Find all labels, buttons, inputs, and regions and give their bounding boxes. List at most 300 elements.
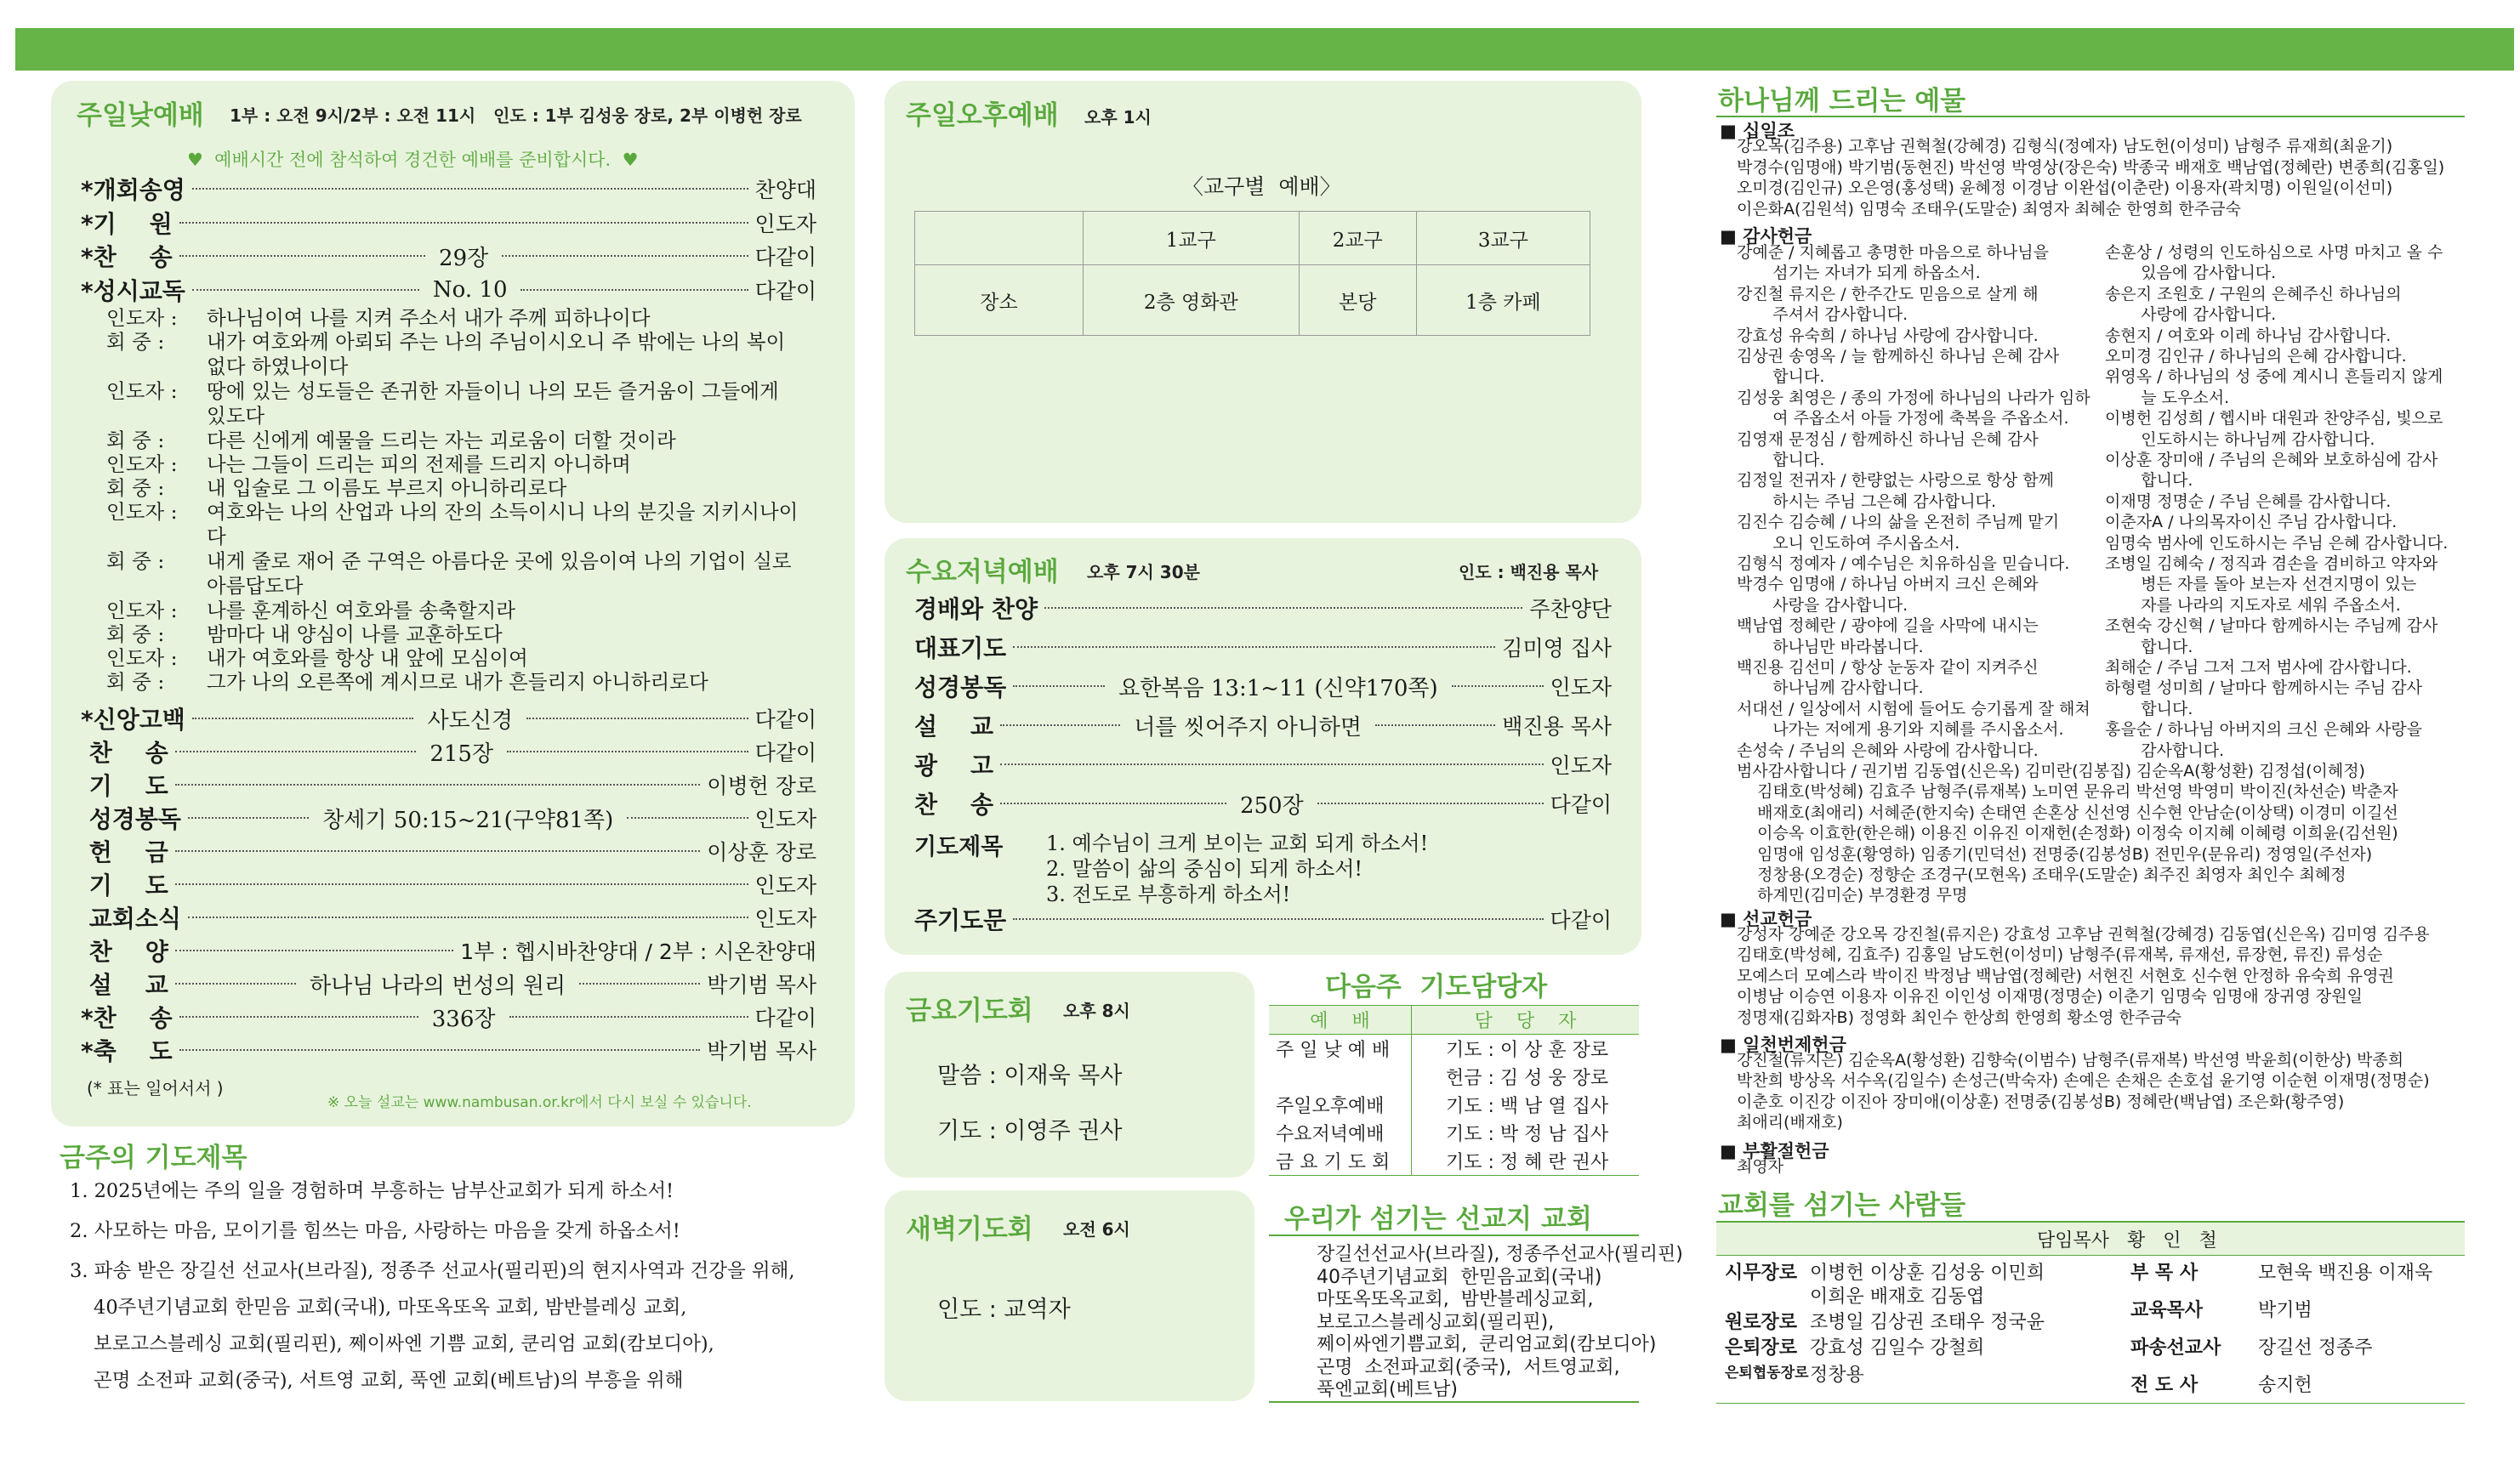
parish-header: 2교구 [1299, 212, 1416, 265]
thanks-line: 하시는 주님 그은혜 감사합니다. [1737, 491, 1997, 511]
duty-service [1269, 1063, 1412, 1091]
reading-text: 하나님이여 나를 지켜 주소서 내가 주께 피하나이다 [207, 306, 651, 330]
order-label: 성경봉독 [914, 673, 1007, 701]
speaker: 인도자 : [106, 500, 178, 524]
order-label: 찬 송 [81, 739, 168, 767]
thanks-line: 감사합니다. [2105, 741, 2225, 760]
thanks-line: 섬기는 자녀가 되게 하옵소서. [1737, 264, 1981, 283]
offerings-rule [1716, 116, 2465, 117]
order-row [81, 173, 816, 205]
leader-dots [192, 289, 419, 291]
general-thanks-line: 범사감사합니다 / 권기범 김동엽(신은옥) 김미란(김봉집) 김순옥A(황성환) 김정섭(이혜정) [1737, 762, 2365, 780]
servant-names: 이희운 배재호 김동엽 [1810, 1286, 1985, 1308]
speaker: 회 중 : [106, 670, 165, 694]
order-responsible: 다같이 [754, 707, 817, 732]
thanks-line: 합니다. [2105, 637, 2193, 656]
order-label: 설 교 [81, 971, 168, 999]
order-responsible: 찬양대 [754, 178, 816, 202]
mission-offering-line: 강성자 강예준 강오목 강진철(류지은) 강효성 고후남 권혁철(강혜경) 김동엽(신은옥) 김미영 김주용 [1737, 925, 2430, 944]
leader-dots [627, 817, 748, 819]
order-content: 336장 [431, 1006, 496, 1032]
leader-dots [175, 784, 700, 786]
duty-person: 기도 : 박 정 남 집사 [1412, 1119, 1640, 1147]
order-content: 사도신경 [427, 707, 513, 734]
order-content: 250장 [1239, 792, 1304, 819]
thanks-line: 하나님만 바라봅니다. [1737, 637, 1924, 656]
thanks-line: 김진수 김승혜 / 나의 삶을 온전히 주님께 맡기 [1737, 513, 2060, 532]
speaker: 회 중 : [106, 622, 165, 646]
duty-service: 수요저녁예배 [1276, 1124, 1385, 1145]
servant-row [2130, 1296, 2312, 1322]
order-label: *축 도 [81, 1037, 173, 1065]
order-responsible: 이상훈 장로 [707, 840, 816, 865]
mission-church-line: 40주년기념교회 한믿음교회(국내) [1317, 1266, 1602, 1288]
order-content: 요한복음 13:1~11 (신약170쪽) [1118, 675, 1438, 701]
easter-offering-line: 최영자 [1737, 1157, 1784, 1176]
leader-dots [507, 751, 748, 752]
thanks-line: 병든 자를 돌아 보는자 선견지명이 있는 [2105, 575, 2417, 594]
order-responsible: 주찬양단 [1529, 597, 1612, 621]
wednesday-prayer-item: 3. 전도로 부흥하게 하소서! [1046, 883, 1291, 906]
servant-role: 전 도 사 [2130, 1375, 2199, 1396]
prayer-topic-item: 곤명 소전파 교회(중국), 서트영 교회, 푹엔 교회(베트남)의 부흥을 위해 [94, 1370, 684, 1392]
prayer-topic-item: 1. 2025년에는 주의 일을 경험하며 부흥하는 남부산교회가 되게 하소서! [70, 1180, 674, 1202]
responsive-line [106, 599, 802, 623]
servant-names: 조병일 김상권 조태우 정국윤 [1810, 1312, 2045, 1333]
offerings-title: 하나님께 드리는 예물 [1718, 86, 1966, 116]
tithe-line: 이은화A(김원석) 임명숙 조태우(도말순) 최영자 최혜순 한영희 한주금숙 [1737, 199, 2241, 219]
leader-dots [179, 222, 748, 224]
missions-rule [1269, 1234, 1639, 1236]
mission-church-line: 쩨이싸엔기쁨교회, 쿤리엄교회(캄보디아) [1317, 1334, 1657, 1355]
thanks-line: 하형렬 성미희 / 날마다 함께하시는 주님 감사 [2105, 678, 2423, 698]
parish-cell: 본당 [1299, 265, 1416, 336]
leader-dots [175, 950, 453, 951]
tithe-line: 오미경(김인규) 오은영(홍성택) 윤혜정 이경남 이완섭(이춘란) 이용자(곽치명) 이원일(이선미) [1737, 179, 2393, 197]
tithe-line: 박경수(임명애) 박기범(동현진) 박선영 박영상(장은숙) 박종국 배재호 백남엽(정혜란) 변종희(김홍일) [1737, 157, 2445, 177]
speaker: 회 중 : [106, 429, 165, 452]
thanks-line: 백진용 김선미 / 항상 눈동자 같이 지켜주신 [1737, 658, 2039, 677]
servant-role: 은퇴장로 [1725, 1337, 1798, 1359]
order-label: 대표기도 [914, 634, 1007, 662]
thanks-line: 박경수 임명애 / 하나님 아버지 크신 은혜와 [1737, 575, 2039, 594]
leader-dots [1452, 685, 1544, 687]
thanks-line: 조병일 김혜숙 / 정직과 겸손을 겸비하고 약자와 [2105, 554, 2438, 573]
responsive-line [106, 452, 802, 477]
offering-category-label: 선교헌금 [1743, 909, 1812, 929]
order-label: 헌 금 [81, 838, 168, 866]
duty-service: 주 일 낮 예 배 [1276, 1040, 1391, 1061]
leader-dots [1013, 918, 1543, 920]
leader-dots [1013, 685, 1105, 687]
servant-role [1725, 1282, 1810, 1308]
order-responsible: 다같이 [754, 245, 817, 270]
order-row [81, 802, 816, 834]
reading-text: 땅에 있는 성도들은 존귀한 자들이니 나의 모든 즐거움이 그들에게 있도다 [207, 379, 779, 428]
order-label: 광 고 [914, 752, 994, 780]
responsive-line [106, 476, 802, 501]
parish-cell: 1층 카페 [1416, 265, 1590, 336]
thanks-line: 송은지 조원호 / 구원의 은혜주신 하나님의 [2105, 284, 2402, 304]
thanks-line: 합니다. [1737, 367, 1825, 387]
order-content: No. 10 [432, 276, 508, 303]
thanks-line: 강예준 / 지혜롭고 총명한 마음으로 하나님을 [1737, 243, 2049, 262]
onetime-offering-line: 강진철(류지은) 김순옥A(황성환) 김향숙(이범수) 남형주(류재복) 박선영 박윤희(이한상) 박종희 [1737, 1051, 2404, 1070]
reading-text: 밤마다 내 양심이 나를 교훈하도다 [207, 622, 503, 646]
servant-role: 원로장로 [1725, 1312, 1798, 1333]
parish-cell: 장소 [915, 265, 1084, 336]
order-row [81, 1001, 816, 1033]
prayer-topic-item: 40주년기념교회 한믿음 교회(국내), 마또옥또옥 교회, 밤반블레싱 교회, [94, 1297, 687, 1319]
friday-sermon: 말씀 : 이재욱 목사 [937, 1063, 1123, 1089]
order-label: 찬 양 [81, 938, 168, 966]
reading-text: 내게 줄로 재어 준 구역은 아름다운 곳에 있음이여 나의 기업이 실로 아름답도다 [207, 549, 792, 598]
leader-dots [188, 817, 309, 819]
thanks-line: 김형식 정예자 / 예수님은 치유하심을 믿습니다. [1737, 554, 2070, 573]
speaker: 회 중 : [106, 549, 165, 573]
leader-dots [188, 917, 748, 918]
mission-offering-line: 김태호(박성혜, 김효주) 김홍일 남도헌(이성미) 남형주(류재복, 류재선, 류장현, 류진) 류성순 [1737, 945, 2383, 965]
order-row [914, 787, 1612, 820]
leader-dots [1000, 803, 1226, 804]
order-label: *신앙고백 [81, 706, 185, 734]
thanks-line: 김상권 송영옥 / 늘 함께하신 하나님 은혜 감사 [1737, 347, 2060, 366]
lords-prayer-right: 다같이 [1550, 908, 1612, 933]
thanks-line: 강진철 류지은 / 한주간도 믿음으로 살게 해 [1737, 284, 2039, 304]
responsive-line [106, 670, 802, 695]
top-banner [15, 28, 2514, 71]
order-responsible: 인도자 [1550, 753, 1612, 778]
bullet-icon: ■ [1720, 909, 1744, 929]
speaker: 인도자 : [106, 599, 178, 622]
prayer-topic-item: 보로고스블레싱 교회(필리핀), 쩨이싸엔 기쁨 교회, 쿤리엄 교회(캄보디아), [94, 1333, 714, 1355]
servant-names: 강효성 김일수 강철희 [1810, 1337, 1985, 1359]
duty-service: 주일오후예배 [1276, 1096, 1385, 1117]
servant-names: 정창용 [1810, 1365, 1864, 1386]
order-label: *찬 송 [81, 1004, 173, 1032]
servant-names: 모현욱 백진용 이재욱 [2258, 1263, 2433, 1284]
parish-table [914, 211, 1590, 336]
order-label: 경배와 찬양 [914, 595, 1038, 623]
order-row [914, 748, 1612, 780]
wednesday-title: 수요저녁예배 [906, 557, 1059, 587]
thanks-line: 사랑에 감사합니다. [2105, 305, 2277, 325]
dawn-time: 오전 6시 [1063, 1219, 1130, 1240]
order-content: 하나님 나라의 번성의 원리 [310, 973, 566, 999]
thanks-line: 늘 도우소서. [2105, 388, 2230, 407]
sunday-morning-subtitle: 1부 : 오전 9시/2부 : 오전 11시 인도 : 1부 김성웅 장로, 2부 이병헌 장로 [230, 105, 802, 126]
wednesday-prayer-label: 기도제목 [914, 834, 1004, 860]
order-row [81, 868, 816, 900]
order-label: 기 도 [81, 871, 168, 900]
thanks-line: 주셔서 감사합니다. [1737, 305, 1908, 325]
servant-row [1725, 1360, 1864, 1387]
order-row [81, 702, 816, 735]
thanks-line: 이재명 정명순 / 주님 은혜를 감사합니다. [2105, 491, 2392, 511]
servant-row [1725, 1308, 2045, 1334]
speaker: 인도자 : [106, 306, 178, 330]
order-row [81, 735, 816, 768]
responsive-line [106, 379, 802, 429]
servant-names: 송지헌 [2258, 1375, 2312, 1396]
servant-row [1725, 1333, 1984, 1359]
prayer-topic-item: 2. 사모하는 마음, 모이기를 힘쓰는 마음, 사랑하는 마음을 갖게 하옵소서! [70, 1220, 680, 1242]
thanks-line: 합니다. [1737, 451, 1825, 469]
order-responsible: 이병헌 장로 [707, 774, 816, 798]
order-label: 기 도 [81, 772, 168, 800]
duty-header-service: 예 배 [1269, 1006, 1412, 1035]
thanks-line: 김정일 전귀자 / 한량없는 사랑으로 항상 함께 [1737, 471, 2055, 491]
order-responsible: 김미영 집사 [1502, 636, 1612, 661]
thanks-line: 나가는 저에게 용기와 지혜를 주시옵소서. [1737, 720, 2064, 740]
order-responsible: 인도자 [1550, 675, 1613, 700]
worship-notice: ♥ 예배시간 전에 참석하여 경건한 예배를 준비합시다. ♥ [187, 150, 639, 170]
thanks-line: 강효성 유숙희 / 하나님 사랑에 감사합니다. [1737, 326, 2039, 345]
duty-person: 헌금 : 김 성 웅 장로 [1412, 1063, 1640, 1091]
thanks-line: 자를 나라의 지도자로 세워 주옵소서. [2105, 595, 2401, 615]
servant-names: 이병헌 이상훈 김성웅 이민희 [1810, 1263, 2045, 1284]
servant-row [2130, 1258, 2432, 1285]
onetime-offering-line: 최애리(배재호) [1737, 1113, 1843, 1132]
prayer-topic-item: 3. 파송 받은 장길선 선교사(브라질), 정종주 선교사(필리핀)의 현지사역과 건강을 위해, [70, 1260, 795, 1282]
leader-dots [175, 883, 748, 885]
dawn-title: 새벽기도회 [906, 1214, 1033, 1245]
mission-offering-line: 모예스더 모예스라 박이진 박정남 백남엽(정혜란) 서현진 서현호 신수현 안정하 유숙희 유영권 [1737, 966, 2394, 985]
thanks-line: 인도하시는 하나님께 감사합니다. [2105, 429, 2375, 449]
leader-dots [1000, 763, 1543, 765]
order-responsible: 인도자 [754, 211, 816, 236]
order-label: 교회소식 [81, 905, 181, 933]
leader-dots [175, 983, 296, 985]
mission-church-line: 곤명 소전파교회(중국), 서트영교회, [1317, 1356, 1620, 1378]
leader-dots [175, 850, 700, 852]
order-responsible: 백진용 목사 [1502, 714, 1612, 739]
speaker: 회 중 : [106, 330, 165, 354]
thanks-line: 오미경 김인규 / 하나님의 은혜 감사합니다. [2105, 347, 2407, 366]
leader-dots [1317, 803, 1544, 804]
leader-dots [579, 983, 700, 985]
parish-header [915, 212, 1084, 265]
thanks-line: 최해순 / 주님 그저 그저 범사에 감사합니다. [2105, 658, 2412, 677]
responsive-line [106, 429, 802, 453]
thanks-line: 위영옥 / 하나님의 성 중에 계시니 흔들리지 않게 [2105, 367, 2443, 387]
order-content: 너를 씻어주지 아니하면 [1134, 714, 1362, 741]
senior-pastor: 담임목사 황 인 철 [2037, 1230, 2217, 1251]
leader-dots [192, 188, 748, 190]
mission-offering-line: 정명재(김화자B) 정영화 최인수 한상희 한영희 황소영 한주금숙 [1737, 1007, 2182, 1027]
duty-row [1269, 1147, 1639, 1176]
reading-text: 나를 훈계하신 여호와를 송축할지라 [207, 599, 515, 622]
servant-role: 파송선교사 [2130, 1337, 2221, 1359]
order-label: 설 교 [914, 712, 994, 741]
leader-dots [509, 1016, 748, 1018]
order-label: 성경봉독 [81, 805, 181, 833]
friday-prayer: 기도 : 이영주 권사 [937, 1118, 1123, 1144]
standing-footnote: (* 표는 일어서서 ) [87, 1078, 224, 1098]
general-thanks-line: 이승옥 이효한(한은해) 이용진 이유진 이재헌(손정화) 이정숙 이지혜 이혜령 이희윤(김선원) [1737, 824, 2398, 843]
parish-table-title: 〈교구별 예배〉 [1182, 174, 1341, 199]
leader-dots [175, 751, 416, 752]
speaker: 인도자 : [106, 646, 178, 670]
servant-role: 교육목사 [2130, 1300, 2204, 1321]
general-thanks-line: 김태호(박성혜) 김효주 남형주(류재복) 노미연 문유리 박선영 박영미 박이진(차선순) 박춘자 [1737, 782, 2398, 802]
servant-role: 부 목 사 [2130, 1263, 2199, 1284]
leader-dots [526, 718, 748, 719]
duty-row [1269, 1119, 1639, 1147]
order-responsible: 인도자 [754, 906, 816, 931]
servant-row [1725, 1282, 1984, 1308]
web-note: ※ 오늘 설교는 www.nambusan.or.kr에서 다시 보실 수 있습니다. [327, 1094, 752, 1111]
reading-text: 나는 그들이 드리는 피의 전제를 드리지 아니하며 [207, 452, 631, 476]
offering-category-label: 감사헌금 [1743, 226, 1812, 247]
servants-title: 교회를 섬기는 사람들 [1718, 1190, 1966, 1221]
dawn-leader: 인도 : 교역자 [937, 1297, 1071, 1323]
mission-church-line: 마또옥또옥교회, 밤반블레싱교회, [1317, 1289, 1594, 1310]
mission-church-line: 푹엔교회(베트남) [1317, 1379, 1458, 1400]
wednesday-time: 오후 7시 30분 [1087, 562, 1200, 582]
bullet-icon: ■ [1720, 121, 1744, 141]
order-content: 29장 [439, 245, 489, 271]
thanks-line: 김영재 문정심 / 함께하신 하나님 은혜 감사 [1737, 429, 2039, 449]
duty-person: 기도 : 정 혜 란 권사 [1412, 1147, 1640, 1176]
order-row [81, 835, 816, 867]
servant-names: 박기범 [2258, 1300, 2312, 1321]
tithe-line: 강오목(김주용) 고후남 권혁철(강혜경) 김형식(정예자) 남도헌(이성미) 남형주 류재희(최윤기) [1737, 137, 2393, 156]
leader-dots [502, 255, 748, 257]
speaker: 인도자 : [106, 379, 178, 403]
thanks-line: 홍을순 / 하나님 아버지의 크신 은혜와 사랑을 [2105, 720, 2423, 740]
responsive-line [106, 622, 802, 647]
wednesday-prayer-item: 2. 말씀이 삶의 중심이 되게 하소서! [1046, 857, 1363, 881]
order-label: *기 원 [81, 209, 173, 238]
wednesday-leader: 인도 : 백진용 목사 [1459, 562, 1599, 582]
bullet-icon: ■ [1720, 1035, 1744, 1055]
duty-row [1269, 1035, 1639, 1064]
leader-dots [1000, 724, 1120, 726]
duty-header-person: 담 당 자 [1412, 1006, 1640, 1035]
general-thanks-line: 임명애 임성훈(황영하) 임종기(민덕선) 전명중(김봉성B) 전민우(문유리) 정영일(주선자) [1737, 844, 2373, 864]
afternoon-title: 주일오후예배 [906, 100, 1059, 131]
order-responsible: 다같이 [754, 1006, 816, 1030]
offering-category-label: 십일조 [1743, 121, 1795, 141]
missions-rule-bottom [1269, 1401, 1639, 1403]
order-row [81, 274, 816, 306]
responsive-line [106, 646, 802, 671]
friday-time: 오후 8시 [1063, 1001, 1130, 1021]
order-label: *찬 송 [81, 243, 173, 271]
duty-row [1269, 1091, 1639, 1119]
order-label: 찬 송 [914, 791, 994, 819]
general-thanks-line: 배재호(최애리) 서혜준(한지숙) 손태연 손혼상 신선영 신수현 안남순(이상택) 이경미 이길선 [1737, 803, 2398, 822]
thanks-line: 합니다. [2105, 471, 2193, 491]
order-content: 창세기 50:15~21(구약81쪽) [322, 807, 614, 833]
thanks-line: 이춘자A / 나의목자이신 주님 감사합니다. [2105, 513, 2398, 532]
order-responsible: 인도자 [754, 873, 816, 898]
thanks-line: 조현숙 강신혁 / 날마다 함께하시는 주님께 감사 [2105, 616, 2438, 636]
mission-church-line: 장길선선교사(브라질), 정종주선교사(필리핀) [1317, 1244, 1683, 1265]
parish-header: 1교구 [1084, 212, 1300, 265]
order-responsible: 인도자 [754, 807, 817, 831]
duty-person: 기도 : 백 남 열 집사 [1412, 1091, 1640, 1119]
order-row [914, 631, 1612, 663]
thanks-line: 백남엽 정혜란 / 광야에 길을 사막에 내시는 [1737, 616, 2039, 636]
servant-role: 은퇴협동장로 [1725, 1365, 1809, 1382]
servant-row [2130, 1333, 2373, 1359]
duty-table [1269, 1005, 1639, 1176]
order-row [914, 709, 1612, 741]
order-row [914, 592, 1612, 624]
onetime-offering-line: 박찬희 방상옥 서수옥(김일수) 손성근(박숙자) 손예은 손채은 손호섭 윤기영 이순현 이재명(정명순) [1737, 1071, 2430, 1091]
responsive-line [106, 549, 802, 599]
bullet-icon: ■ [1720, 226, 1744, 247]
order-row [81, 934, 816, 967]
thanks-line: 이병헌 김성희 / 헵시바 대원과 찬양주심, 빛으로 [2105, 409, 2443, 429]
order-row [81, 968, 816, 1000]
order-row [81, 240, 816, 272]
thanks-line: 하나님께 감사합니다. [1737, 678, 1924, 698]
bullet-icon: ■ [1720, 1141, 1744, 1161]
order-responsible: 박기범 목사 [707, 973, 816, 997]
general-thanks-line: 하계민(김미순) 부경환경 무명 [1737, 886, 1968, 905]
leader-dots [1013, 646, 1495, 648]
general-thanks-line: 정창용(오경순) 정향순 조경구(모현옥) 조태우(도말순) 최주진 최영자 최인수 최혜정 [1737, 866, 2347, 884]
thanks-line: 합니다. [2105, 699, 2193, 718]
thanks-line: 이상훈 장미애 / 주님의 은혜와 보호하심에 감사 [2105, 451, 2438, 469]
thanks-line: 여 주옵소서 아들 가정에 축복을 주옵소서. [1737, 409, 2069, 429]
order-row [81, 1034, 816, 1066]
parish-cell: 2층 영화관 [1084, 265, 1300, 336]
leader-dots [179, 1049, 701, 1051]
leader-dots [1375, 724, 1495, 726]
onetime-offering-line: 이춘호 이진강 이진아 장미애(이상훈) 전명중(김봉성B) 정혜란(백남엽) 조은화(황주영) [1737, 1092, 2345, 1111]
offering-category-label: 부활절헌금 [1743, 1141, 1829, 1161]
order-responsible: 다같이 [1550, 792, 1613, 817]
mission-offering-line: 이병남 이승연 이용자 이유진 이인성 이재명(정명순) 이춘기 임명숙 임명애 장귀영 장원일 [1737, 987, 2363, 1007]
thanks-line: 사랑을 감사합니다. [1737, 595, 1908, 615]
parish-header: 3교구 [1416, 212, 1590, 265]
leader-dots [179, 1016, 418, 1018]
order-row [81, 207, 816, 239]
responsive-line [106, 500, 802, 549]
thanks-line: 임명숙 범사에 인도하시는 주님 은혜 감사합니다. [2105, 533, 2449, 553]
duty-person: 기도 : 이 상 훈 장로 [1412, 1035, 1640, 1064]
servants-rule-bottom [1716, 1403, 2465, 1404]
order-row [81, 769, 816, 801]
servant-row [1725, 1258, 2045, 1285]
order-label: *성시교독 [81, 276, 185, 305]
order-responsible: 다같이 [754, 741, 817, 765]
lords-prayer-label: 주기도문 [914, 906, 1007, 934]
thanks-line: 오니 인도하여 주시옵소서. [1737, 533, 1960, 553]
thanks-line: 손성숙 / 주님의 은혜와 사랑에 감사합니다. [1737, 741, 2039, 760]
thanks-line: 있음에 감사합니다. [2105, 264, 2277, 283]
thanks-line: 서대선 / 일상에서 시험에 들어도 승기롭게 잘 해쳐 [1737, 699, 2091, 718]
leader-dots [520, 289, 748, 291]
leader-dots [1044, 607, 1522, 609]
reading-text: 내가 여호와를 항상 내 앞에 모심이여 [207, 646, 528, 670]
order-responsible: 1부 : 헵시바찬양대 / 2부 : 시온찬양대 [460, 939, 816, 964]
prayer-topics-title: 금주의 기도제목 [60, 1143, 247, 1173]
order-label: *개회송영 [81, 176, 185, 204]
duty-row [1269, 1063, 1639, 1091]
thanks-line: 송현지 / 여호와 이레 하나님 감사합니다. [2105, 326, 2392, 345]
mission-church-line: 보로고스블레싱교회(필리핀), [1317, 1311, 1555, 1333]
sunday-morning-title: 주일낮예배 [77, 100, 204, 131]
leader-dots [192, 718, 414, 719]
order-responsible: 다같이 [754, 278, 817, 304]
responsive-line [106, 306, 802, 331]
next-duty-title: 다음주 기도담당자 [1325, 972, 1548, 1002]
